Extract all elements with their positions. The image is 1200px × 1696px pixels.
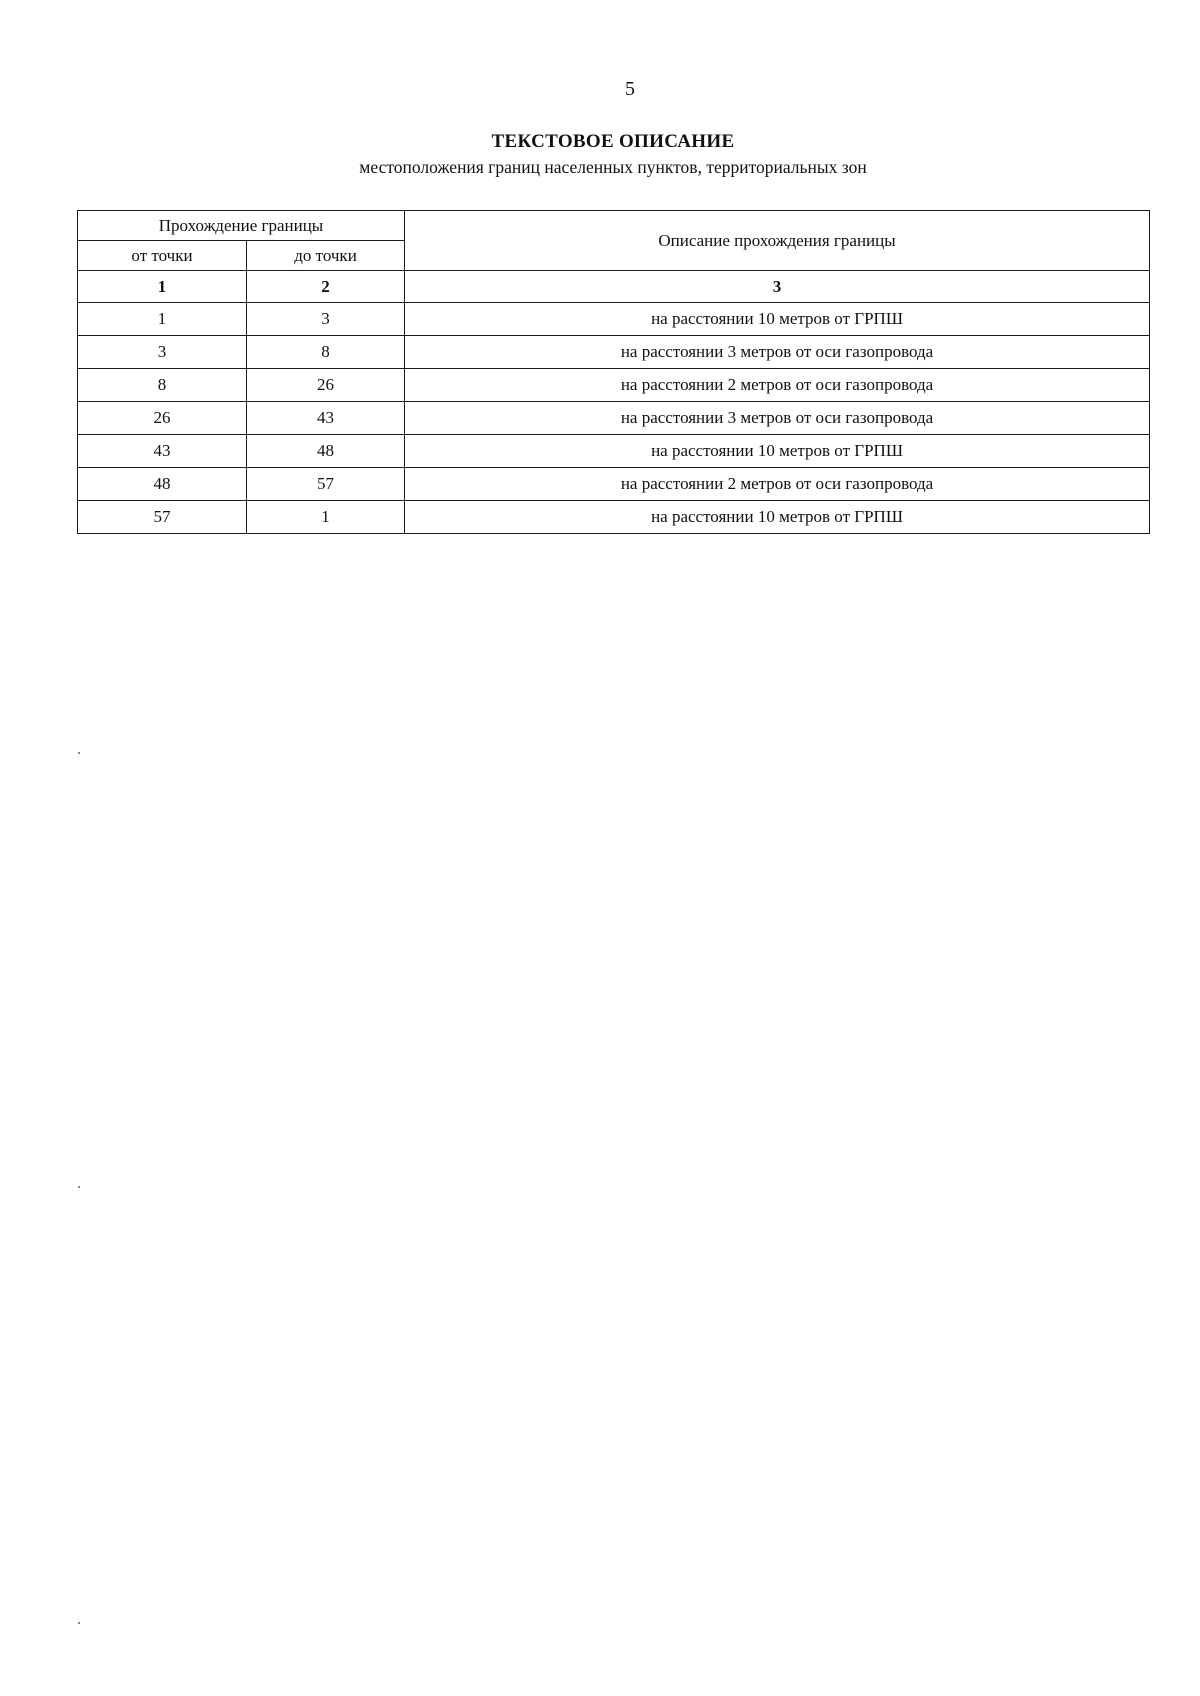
description-cell: на расстоянии 10 метров от ГРПШ <box>405 303 1150 336</box>
table-row <box>78 501 1150 534</box>
scan-margin-mark <box>78 1622 80 1624</box>
to-point-cell: 26 <box>247 369 405 402</box>
column-number: 2 <box>247 271 405 303</box>
description-cell: на расстоянии 3 метров от оси газопровода <box>405 402 1150 435</box>
table-row <box>78 336 1150 369</box>
table-row <box>78 369 1150 402</box>
from-point-cell: 3 <box>78 336 247 369</box>
scan-margin-mark <box>78 752 80 754</box>
table-header-row <box>78 211 1150 241</box>
from-point-cell: 43 <box>78 435 247 468</box>
description-cell: на расстоянии 2 метров от оси газопровода <box>405 468 1150 501</box>
document-title: ТЕКСТОВОЕ ОПИСАНИЕ <box>491 131 735 152</box>
description-cell: на расстоянии 3 метров от оси газопровода <box>405 336 1150 369</box>
from-point-cell: 57 <box>78 501 247 534</box>
from-point-cell: 1 <box>78 303 247 336</box>
to-point-cell: 48 <box>247 435 405 468</box>
scan-margin-mark <box>78 1186 80 1188</box>
to-point-cell: 3 <box>247 303 405 336</box>
boundary-description-table <box>77 210 1150 534</box>
description-cell: на расстоянии 10 метров от ГРПШ <box>405 435 1150 468</box>
from-point-cell: 48 <box>78 468 247 501</box>
to-point-cell: 57 <box>247 468 405 501</box>
table-row <box>78 402 1150 435</box>
table-row <box>78 468 1150 501</box>
to-point-cell: 43 <box>247 402 405 435</box>
document-subtitle: местоположения границ населенных пунктов, территориальных зон <box>359 157 867 177</box>
from-point-cell: 26 <box>78 402 247 435</box>
header-boundary-passage: Прохождение границы <box>78 211 405 241</box>
header-from-point: от точки <box>78 241 247 271</box>
from-point-cell: 8 <box>78 369 247 402</box>
to-point-cell: 1 <box>247 501 405 534</box>
description-cell: на расстоянии 2 метров от оси газопровода <box>405 369 1150 402</box>
to-point-cell: 8 <box>247 336 405 369</box>
page-number: 5 <box>625 78 635 100</box>
table-column-number-row <box>78 271 1150 303</box>
header-to-point: до точки <box>247 241 405 271</box>
table-row <box>78 303 1150 336</box>
table-row <box>78 435 1150 468</box>
description-cell: на расстоянии 10 метров от ГРПШ <box>405 501 1150 534</box>
column-number: 3 <box>405 271 1150 303</box>
header-description: Описание прохождения границы <box>405 211 1150 271</box>
column-number: 1 <box>78 271 247 303</box>
